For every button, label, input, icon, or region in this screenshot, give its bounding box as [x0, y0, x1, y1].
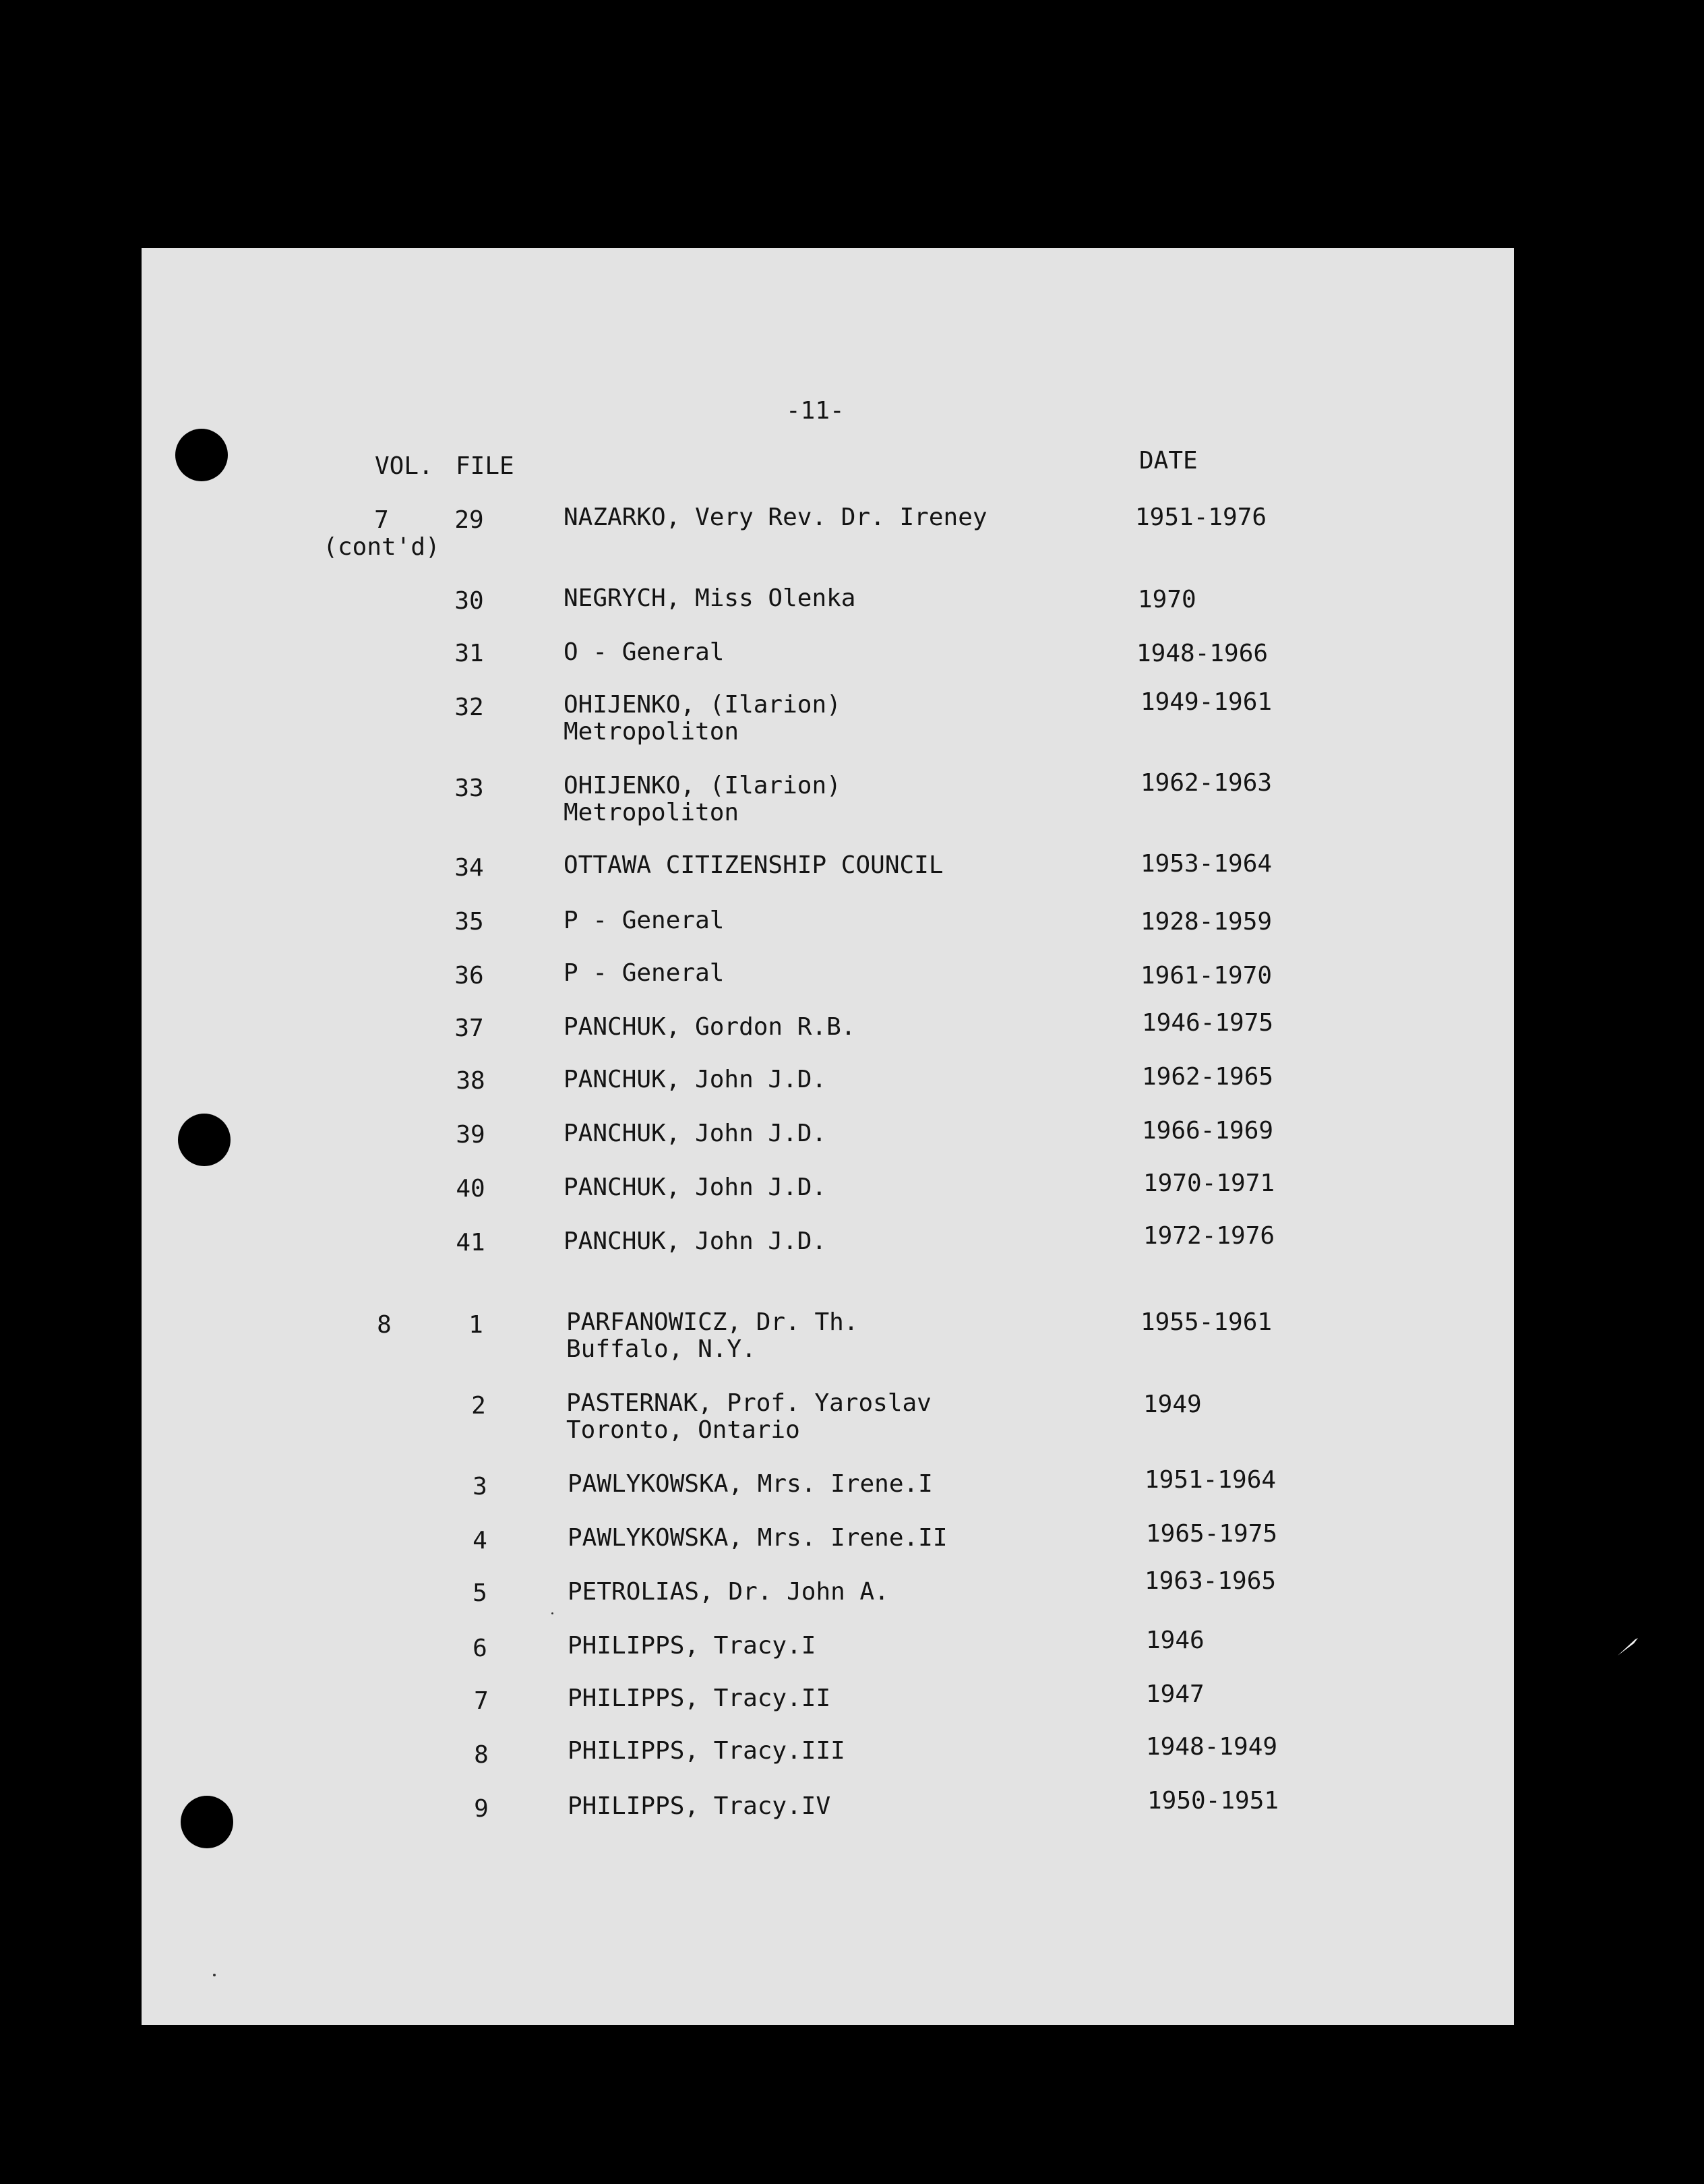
row-vol: 7 [374, 506, 389, 534]
row-file: 31 [454, 640, 484, 667]
row-date: 1928-1959 [1140, 908, 1273, 936]
row-name: NEGRYCH, Miss Olenka [564, 584, 856, 612]
row-vol-note: (cont'd) [323, 533, 440, 561]
row-name: OTTAWA CITIZENSHIP COUNCIL [564, 851, 944, 879]
row-date: 1970-1971 [1143, 1170, 1275, 1197]
row-file: 34 [454, 854, 484, 882]
row-name: PHILIPPS, Tracy.I [568, 1632, 816, 1660]
row-file: 5 [473, 1579, 487, 1607]
row-date: 1962-1963 [1140, 769, 1273, 797]
row-file: 4 [473, 1527, 487, 1554]
row-date: 1953-1964 [1140, 850, 1273, 878]
row-file: 39 [456, 1121, 485, 1149]
row-date: 1965-1975 [1146, 1520, 1278, 1548]
row-file: 36 [454, 962, 484, 990]
row-date: 1949 [1143, 1391, 1202, 1418]
row-name-line2: Metropoliton [564, 718, 739, 746]
row-date: 1948-1966 [1136, 640, 1269, 667]
row-vol: 8 [377, 1311, 392, 1339]
header-file: FILE [456, 452, 514, 480]
row-date: 1949-1961 [1140, 688, 1273, 716]
row-date: 1963-1965 [1145, 1567, 1277, 1595]
row-name: PHILIPPS, Tracy.III [568, 1737, 845, 1765]
row-file: 40 [456, 1175, 485, 1203]
row-file: 9 [474, 1795, 489, 1823]
row-date: 1972-1976 [1143, 1222, 1275, 1250]
row-date: 1961-1970 [1140, 962, 1273, 990]
row-name: O - General [564, 638, 725, 666]
paper-speck [213, 1974, 216, 1976]
punch-hole-top [175, 429, 228, 481]
row-file: 7 [474, 1687, 489, 1715]
row-file: 37 [454, 1014, 484, 1042]
row-name: PANCHUK, Gordon R.B. [564, 1013, 856, 1041]
row-name: PHILIPPS, Tracy.IV [568, 1792, 831, 1820]
row-name: PETROLIAS, Dr. John A. [568, 1578, 889, 1606]
row-date: 1955-1961 [1140, 1308, 1273, 1336]
scan-mark [1615, 1634, 1642, 1658]
header-vol: VOL. [375, 452, 433, 480]
row-name-line2: Metropoliton [564, 799, 739, 826]
punch-hole-bottom [181, 1796, 233, 1848]
row-name: PASTERNAK, Prof. Yaroslav [566, 1389, 932, 1417]
row-file: 30 [454, 587, 484, 615]
row-date: 1946 [1146, 1627, 1205, 1654]
row-date: 1951-1976 [1135, 504, 1267, 531]
row-file: 38 [456, 1067, 485, 1095]
row-file: 32 [454, 694, 484, 721]
row-file: 41 [456, 1229, 485, 1256]
header-date: DATE [1139, 447, 1198, 475]
row-file: 6 [473, 1635, 487, 1662]
row-date: 1970 [1138, 586, 1196, 613]
row-date: 1948-1949 [1146, 1733, 1278, 1761]
row-name: P - General [564, 959, 725, 987]
row-name: OHIJENKO, (Ilarion) [564, 772, 841, 799]
row-name: PAWLYKOWSKA, Mrs. Irene.II [568, 1524, 948, 1552]
row-date: 1962-1965 [1142, 1063, 1274, 1091]
row-file: 3 [473, 1473, 487, 1500]
page-number: -11- [786, 397, 845, 425]
row-date: 1966-1969 [1142, 1117, 1274, 1145]
row-name: OHIJENKO, (Ilarion) [564, 691, 841, 719]
row-date: 1951-1964 [1145, 1466, 1277, 1494]
row-date: 1947 [1146, 1680, 1205, 1708]
row-file: 29 [454, 506, 484, 534]
row-file: 2 [471, 1392, 486, 1420]
row-date: 1946-1975 [1142, 1009, 1274, 1037]
punch-hole-middle [178, 1114, 231, 1166]
row-name: P - General [564, 907, 725, 934]
row-name: PANCHUK, John J.D. [564, 1120, 827, 1147]
row-date: 1950-1951 [1147, 1787, 1279, 1815]
paper-speck [551, 1612, 553, 1614]
row-name: PANCHUK, John J.D. [564, 1066, 827, 1093]
row-name-line2: Buffalo, N.Y. [566, 1335, 756, 1363]
row-name: PANCHUK, John J.D. [564, 1227, 827, 1255]
row-file: 35 [454, 908, 484, 936]
row-file: 33 [454, 775, 484, 802]
row-name: NAZARKO, Very Rev. Dr. Ireney [564, 504, 987, 531]
row-name: PARFANOWICZ, Dr. Th. [566, 1308, 859, 1336]
row-name: PANCHUK, John J.D. [564, 1174, 827, 1201]
row-name: PAWLYKOWSKA, Mrs. Irene.I [568, 1470, 933, 1498]
row-file: 1 [468, 1311, 483, 1339]
row-file: 8 [474, 1741, 489, 1769]
row-name: PHILIPPS, Tracy.II [568, 1685, 831, 1712]
row-name-line2: Toronto, Ontario [566, 1416, 800, 1444]
